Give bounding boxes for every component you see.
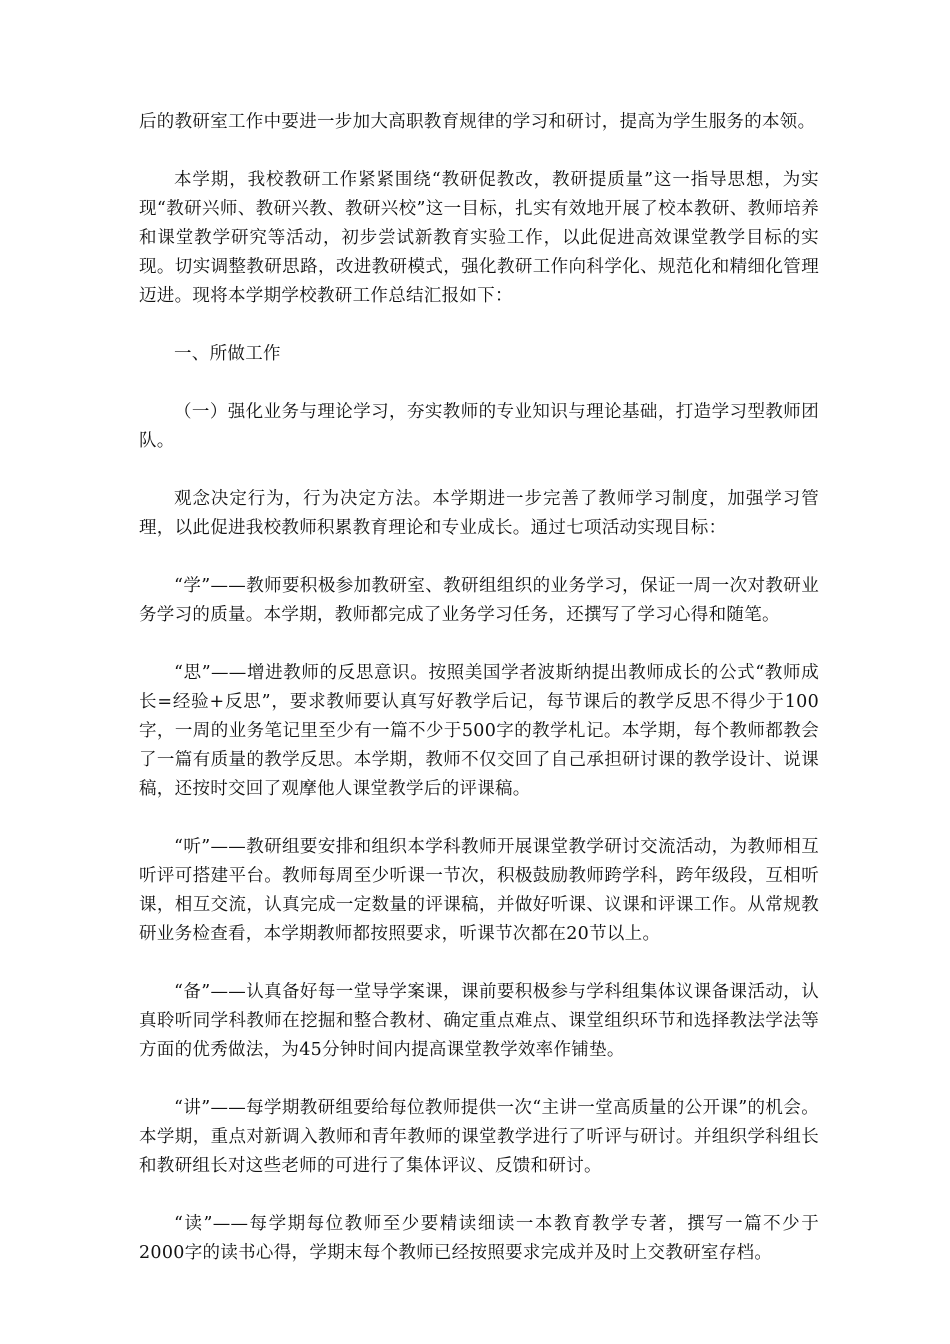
document-body [139, 108, 819, 1297]
paragraph-overview: 观念决定行为，行为决定方法。本学期进一步完善了教师学习制度，加强学习管理，以此促进我校教师积累教育理论和专业成长。通过七项活动实现目标： [139, 489, 819, 538]
paragraph-prepare: “备”——认真备好每一堂导学案课，课前要积极参与学科组集体议课备课活动，认真聆听同学科教师在挖掘和整合教材、确定重点难点、课堂组织环节和选择教法学法等方面的优秀做法，为45分钟时间内提高课堂教学效率作铺垫。 [139, 982, 819, 1060]
paragraph-intro: 本学期，我校教研工作紧紧围绕“教研促教改，教研提质量”这一指导思想，为实现“教研兴师、教研兴教、教研兴校”这一目标，扎实有效地开展了校本教研、教师培养和课堂教学研究等活动，初步尝试新教育实验工作，以此促进高效课堂教学目标的实现。切实调整教研思路，改进教研模式，强化教研工作向科学化、规范化和精细化管理迈进。现将本学期学校教研工作总结汇报如下： [139, 170, 819, 306]
paragraph-reflect: “思”——增进教师的反思意识。按照美国学者波斯纳提出教师成长的公式“教师成长=经验+反思”，要求教师要认真写好教学后记，每节课后的教学反思不得少于100字，一周的业务笔记里至少有一篇不少于500字的教学札记。本学期，每个教师都教会了一篇有质量的教学反思。本学期，教师不仅交回了自己承担研讨课的教学设计、说课稿，还按时交回了观摩他人课堂教学后的评课稿。 [139, 663, 819, 799]
paragraph-continuation: 后的教研室工作中要进一步加大高职教育规律的学习和研讨，提高为学生服务的本领。 [139, 112, 816, 132]
paragraph-listen: “听”——教研组要安排和组织本学科教师开展课堂教学研讨交流活动，为教师相互听评可搭建平台。教师每周至少听课一节次，积极鼓励教师跨学科，跨年级段，互相听课，相互交流，认真完成一定数量的评课稿，并做好听课、议课和评课工作。从常规教研业务检查看，本学期教师都按照要求，听课节次都在20节以上。 [139, 837, 819, 944]
paragraph-study: “学”——教师要积极参加教研室、教研组组织的业务学习，保证一周一次对教研业务学习的质量。本学期，教师都完成了业务学习任务，还撰写了学习心得和随笔。 [139, 576, 819, 625]
subsection-heading: （一）强化业务与理论学习，夯实教师的专业知识与理论基础，打造学习型教师团队。 [139, 402, 819, 451]
paragraph-lecture: “讲”——每学期教研组要给每位教师提供一次“主讲一堂高质量的公开课”的机会。本学期，重点对新调入教师和青年教师的课堂教学进行了听评与研讨。并组织学科组长和教研组长对这些老师的可进行了集体评议、反馈和研讨。 [139, 1098, 819, 1176]
paragraph-read: “读”——每学期每位教师至少要精读细读一本教育教学专著，撰写一篇不少于2000字的读书心得，学期末每个教师已经按照要求完成并及时上交教研室存档。 [139, 1214, 819, 1263]
section-heading: 一、所做工作 [174, 344, 281, 364]
